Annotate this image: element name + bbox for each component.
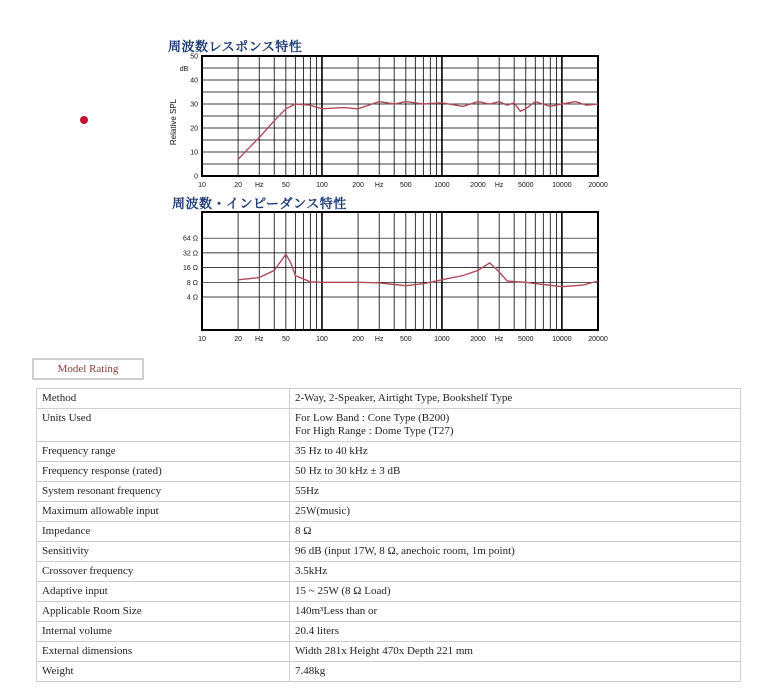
spec-value-line: 2-Way, 2-Speaker, Airtight Type, Bookshelf Type: [295, 392, 513, 404]
y-tick-label: 0: [194, 173, 198, 181]
impedance-title: 周波数・インピーダンス特性: [172, 197, 347, 212]
impedance-graph: [160, 208, 620, 344]
spec-value-line: 3.5kHz: [295, 565, 328, 577]
spec-key: Units Used: [37, 409, 290, 442]
x-tick-label: 20000: [588, 182, 608, 189]
x-tick-label: 5000: [517, 182, 534, 189]
spec-row: [37, 542, 741, 562]
y-tick-label: 16 Ω: [183, 265, 198, 273]
frequency-response-title: 周波数レスポンス特性: [168, 40, 303, 55]
spec-row: [37, 662, 741, 682]
spec-table: [36, 388, 741, 682]
x-tick-label: 1000: [434, 182, 450, 189]
x-tick-label: 5000: [517, 336, 534, 343]
spec-value-line: For High Range : Dome Type (T27): [295, 425, 454, 437]
spec-row: [37, 582, 741, 602]
y-tick-label: 40: [190, 77, 198, 85]
y-tick-label: 64 Ω: [183, 235, 198, 243]
bullet-dot: [80, 116, 88, 124]
spec-key: Crossover frequency: [37, 562, 290, 582]
frequency-response-graph: [160, 52, 620, 188]
spec-key: External dimensions: [37, 642, 290, 662]
spec-key: Method: [37, 389, 290, 409]
x-tick-label: 200: [352, 182, 364, 189]
x-tick-label: 10000: [552, 336, 572, 343]
x-tick-label: 500: [399, 182, 412, 189]
x-tick-label: 50: [281, 182, 290, 189]
spec-row: [37, 409, 741, 442]
y-tick-label: 8 Ω: [186, 279, 198, 287]
spec-key: Frequency range: [37, 442, 290, 462]
x-tick-label: Hz: [254, 182, 264, 189]
spec-value-line: 15 ~ 25W (8 Ω Load): [295, 585, 391, 597]
x-tick-label: 10: [198, 182, 206, 189]
spec-row: [37, 522, 741, 542]
spec-value: [290, 662, 741, 682]
spec-value: [290, 389, 741, 409]
x-tick-label: 10000: [552, 182, 572, 189]
spec-value: [290, 562, 741, 582]
spec-row: [37, 442, 741, 462]
spec-value: [290, 582, 741, 602]
spec-key: Applicable Room Size: [37, 602, 290, 622]
x-tick-label: 1000: [434, 336, 450, 343]
spec-key: Maximum allowable input: [37, 502, 290, 522]
x-tick-label: 100: [316, 336, 328, 343]
spec-row: [37, 642, 741, 662]
spec-value: [290, 462, 741, 482]
x-tick-label: 50: [281, 336, 290, 343]
spec-value: [290, 482, 741, 502]
x-tick-label: 20000: [588, 336, 608, 343]
spec-row: [37, 482, 741, 502]
x-tick-label: Hz: [254, 336, 264, 343]
spec-key: Frequency response (rated): [37, 462, 290, 482]
y-tick-label: 30: [190, 101, 198, 109]
spec-key: Weight: [37, 662, 290, 682]
spec-value: [290, 502, 741, 522]
spec-row: [37, 602, 741, 622]
spec-key: Internal volume: [37, 622, 290, 642]
x-tick-label: 20: [234, 336, 243, 343]
spec-value-line: Width 281x Height 470x Depth 221 mm: [295, 645, 473, 657]
y-tick-label: 50: [190, 53, 198, 61]
spec-key: System resonant frequency: [37, 482, 290, 502]
x-tick-label: Hz: [374, 182, 384, 189]
spec-value-line: 8 Ω: [295, 525, 312, 537]
y-tick-label: 10: [190, 149, 198, 157]
y-tick-label: 32 Ω: [183, 250, 198, 258]
y-tick-label: 20: [190, 125, 198, 133]
x-tick-label: Hz: [374, 336, 384, 343]
model-rating-tab[interactable]: Model Rating: [32, 358, 144, 380]
x-tick-label: 100: [316, 182, 328, 189]
spec-value-line: 55Hz: [295, 485, 319, 497]
spec-row: [37, 502, 741, 522]
x-tick-label: 500: [399, 336, 412, 343]
spec-value-line: 7.48kg: [295, 665, 326, 677]
spec-value-line: 96 dB (input 17W, 8 Ω, anechoic room, 1m point): [295, 545, 515, 557]
spec-row: [37, 462, 741, 482]
x-tick-label: 2000: [470, 182, 486, 189]
spec-value-line: 140m³Less than or: [295, 605, 378, 617]
x-tick-label: Hz: [494, 336, 504, 343]
spec-value-line: 50 Hz to 30 kHz ± 3 dB: [295, 465, 401, 477]
y-tick-label: 4 Ω: [186, 294, 198, 302]
spec-value-line: 20.4 liters: [295, 625, 339, 637]
spec-value: [290, 442, 741, 462]
spec-row: [37, 562, 741, 582]
spec-value: [290, 409, 741, 442]
spec-key: Adaptive input: [37, 582, 290, 602]
spec-value-line: For Low Band : Cone Type (B200): [295, 412, 450, 424]
spec-value: [290, 542, 741, 562]
x-tick-label: 10: [198, 336, 206, 343]
x-tick-label: 200: [352, 336, 364, 343]
spec-row: [37, 389, 741, 409]
spec-value: [290, 642, 741, 662]
spec-value-line: 35 Hz to 40 kHz: [295, 445, 368, 457]
spec-key: Sensitivity: [37, 542, 290, 562]
spec-value: [290, 522, 741, 542]
spec-key: Impedance: [37, 522, 290, 542]
spec-value: [290, 622, 741, 642]
spec-value-line: 25W(music): [295, 505, 350, 517]
y-unit-label: dB: [179, 66, 189, 73]
x-tick-label: 2000: [470, 336, 486, 343]
spec-value: [290, 602, 741, 622]
x-tick-label: Hz: [494, 182, 504, 189]
x-tick-label: 20: [234, 182, 243, 189]
spec-row: [37, 622, 741, 642]
y-axis-label: Relative SPL: [169, 98, 178, 146]
plot-frame: [202, 212, 598, 330]
